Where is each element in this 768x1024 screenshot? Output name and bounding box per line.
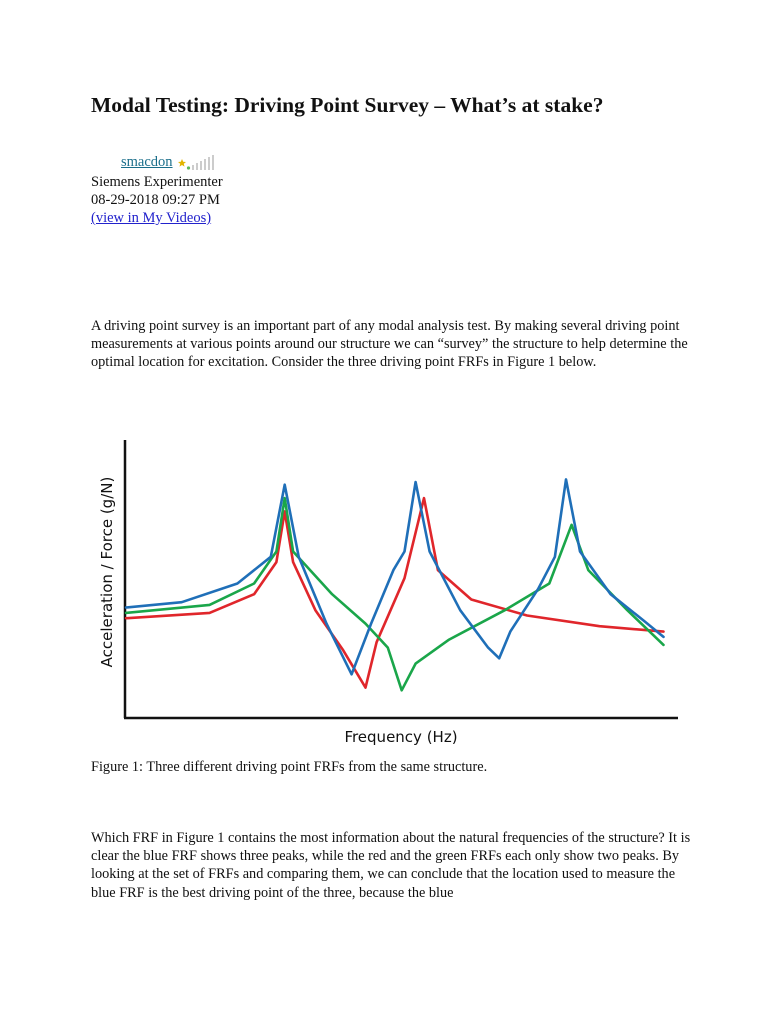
figure-caption: Figure 1: Three different driving point FRFs from the same structure. [91,759,488,775]
frf-line-blue [126,479,664,674]
series-layer [126,479,664,690]
rank-bars-icon [178,155,220,171]
y-axis-label: Acceleration / Force (g/N) [98,476,116,668]
author-link[interactable]: smacdon [121,154,173,170]
view-videos-link[interactable]: (view in My Videos) [91,210,212,226]
post-date: 08-29-2018 09:27 PM [91,192,220,208]
author-row [121,154,220,171]
x-axis-label: Frequency (Hz) [344,728,458,746]
frf-chart [85,430,685,750]
followup-paragraph: Which FRF in Figure 1 contains the most information about the natural frequencies of the structure? It is clear the blue FRF shows three peaks, while the red and the green FRFs each only show two peaks. By looking at the set of FRFs and comparing them, we can conclude that the location used to measure the blue FRF is the best driving point of the three, because the blue [91,830,691,901]
intro-paragraph: A driving point survey is an important part of any modal analysis test. By making several driving point measurements at various points around our structure we can “survey” the structure to help determine the optimal location for excitation. Consider the three driving point FRFs in Figure 1 below. [91,318,688,371]
page-title: Modal Testing: Driving Point Survey – What’s at stake? [91,93,604,117]
author-role: Siemens Experimenter [91,174,223,190]
